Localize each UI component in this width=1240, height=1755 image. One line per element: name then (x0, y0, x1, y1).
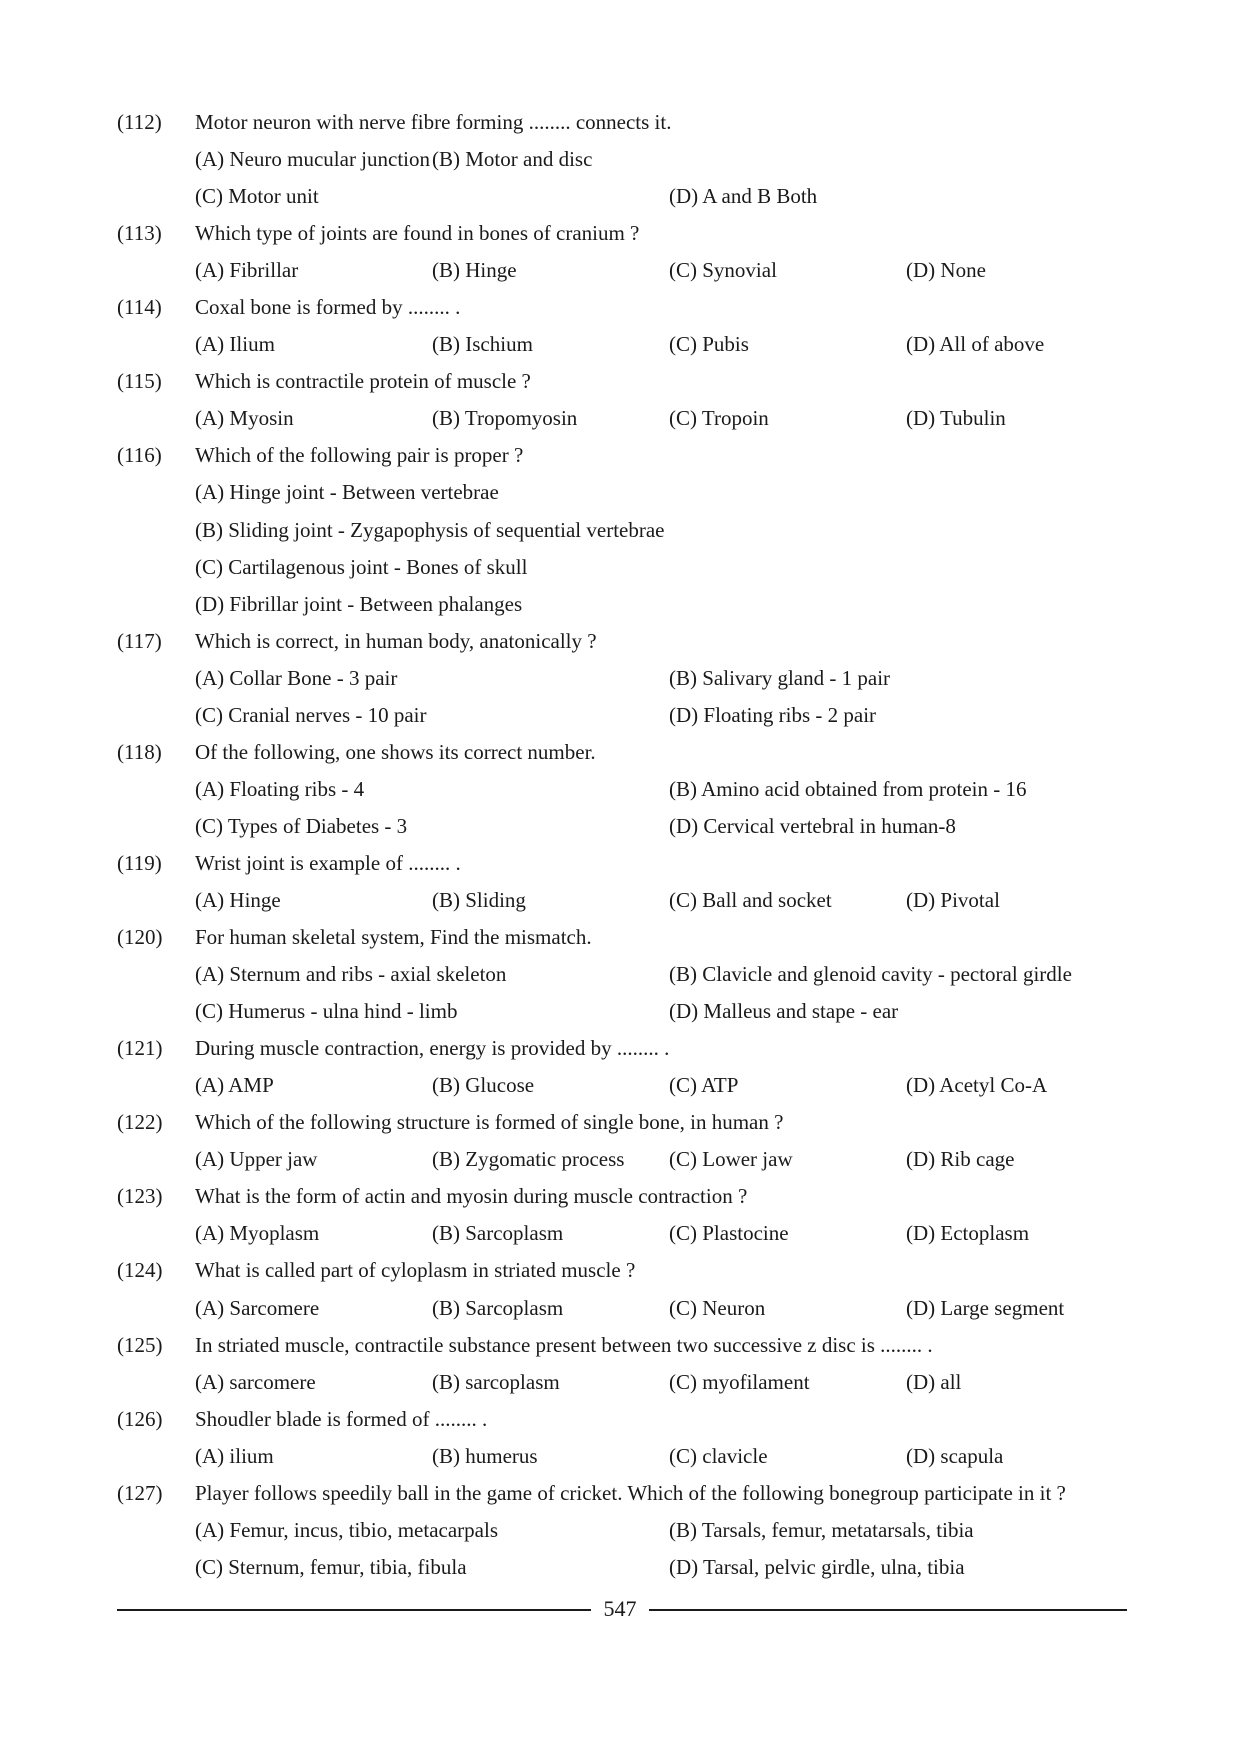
question-line (117, 623, 1127, 660)
question-line (117, 289, 1127, 326)
question-block (117, 1178, 1127, 1252)
answer-option: (A) sarcomere (195, 1369, 316, 1394)
answer-option: (C) ATP (669, 1073, 739, 1098)
answer-option: (A) Upper jaw (195, 1147, 318, 1172)
answer-option: (D) A and B Both (669, 184, 818, 209)
answer-option: (C) myofilament (669, 1369, 810, 1394)
question-block (117, 623, 1127, 734)
answer-option: (D) all (906, 1369, 962, 1394)
question-block (117, 1327, 1127, 1401)
question-text: Which is contractile protein of muscle ? (195, 369, 531, 394)
options-row (117, 512, 1127, 549)
answer-option: (D) Floating ribs - 2 pair (669, 702, 877, 727)
question-line (117, 1178, 1127, 1215)
question-line (117, 919, 1127, 956)
answer-option: (D) None (906, 258, 986, 283)
question-number: (122) (117, 1110, 163, 1135)
options-row (117, 882, 1127, 919)
question-block (117, 845, 1127, 919)
answer-option: (B) humerus (432, 1443, 538, 1468)
question-number: (125) (117, 1332, 163, 1357)
answer-option: (D) Tubulin (906, 406, 1006, 431)
answer-option: (A) Neuro mucular junction (195, 147, 431, 172)
options-row (117, 1067, 1127, 1104)
options-row (117, 1512, 1127, 1549)
question-line (117, 1252, 1127, 1289)
answer-option: (D) Cervical vertebral in human-8 (669, 813, 956, 838)
options-row (117, 771, 1127, 808)
question-text: Which type of joints are found in bones of cranium ? (195, 221, 640, 246)
question-number: (112) (117, 110, 162, 134)
options-row (117, 808, 1127, 845)
answer-option: (B) Tarsals, femur, metatarsals, tibia (669, 1517, 974, 1542)
question-text: What is the form of actin and myosin during muscle contraction ? (195, 1184, 748, 1209)
answer-option: (B) Sarcoplasm (432, 1221, 564, 1246)
footer-rule-right (649, 1609, 1127, 1611)
question-number: (126) (117, 1406, 163, 1431)
options-row (117, 1364, 1127, 1401)
question-line (117, 1104, 1127, 1141)
answer-option: (B) Sliding (432, 887, 526, 912)
answer-option: (A) Collar Bone - 3 pair (195, 665, 398, 690)
answer-option: (C) Humerus - ulna hind - limb (195, 999, 458, 1024)
answer-option: (D) Rib cage (906, 1147, 1015, 1172)
answer-option: (D) Large segment (906, 1295, 1065, 1320)
options-row (117, 326, 1127, 363)
options-row (117, 252, 1127, 289)
options-row (117, 697, 1127, 734)
question-number: (127) (117, 1480, 163, 1505)
question-number: (123) (117, 1184, 163, 1209)
answer-option: (A) Sarcomere (195, 1295, 320, 1320)
options-row (117, 956, 1127, 993)
answer-option: (C) Types of Diabetes - 3 (195, 813, 408, 838)
question-line (117, 1475, 1127, 1512)
options-row (117, 1290, 1127, 1327)
question-number: (120) (117, 925, 163, 950)
options-row (117, 1215, 1127, 1252)
answer-option: (B) Hinge (432, 258, 517, 283)
question-line (117, 363, 1127, 400)
question-block (117, 363, 1127, 437)
question-text: What is called part of cyloplasm in striated muscle ? (195, 1258, 636, 1283)
question-block (117, 734, 1127, 845)
question-line (117, 437, 1127, 474)
answer-option: (B) Salivary gland - 1 pair (669, 665, 891, 690)
question-number: (121) (117, 1036, 163, 1061)
question-line (117, 734, 1127, 771)
options-row (117, 549, 1127, 586)
question-number: (114) (117, 295, 162, 320)
question-number: (113) (117, 221, 162, 246)
options-row (117, 400, 1127, 437)
options-row (117, 141, 1127, 178)
answer-option: (B) Zygomatic process (432, 1147, 625, 1172)
question-text: Wrist joint is example of ........ . (195, 850, 461, 875)
answer-option: (B) Amino acid obtained from protein - 16 (669, 776, 1027, 801)
answer-option: (D) Fibrillar joint - Between phalanges (195, 591, 523, 616)
page-footer (117, 1589, 1127, 1629)
question-block (117, 1104, 1127, 1178)
answer-option: (D) Ectoplasm (906, 1221, 1030, 1246)
question-line (117, 845, 1127, 882)
answer-option: (B) Motor and disc (432, 147, 593, 172)
answer-option: (D) Acetyl Co-A (906, 1073, 1048, 1098)
answer-option: (A) Ilium (195, 332, 275, 357)
question-block (117, 104, 1127, 215)
answer-option: (C) Plastocine (669, 1221, 789, 1246)
question-text: Shoudler blade is formed of ........ . (195, 1406, 488, 1431)
question-text: During muscle contraction, energy is provided by ........ . (195, 1036, 670, 1061)
answer-option: (C) Lower jaw (669, 1147, 793, 1172)
options-row (117, 1141, 1127, 1178)
answer-option: (D) All of above (906, 332, 1045, 357)
answer-option: (C) Tropoin (669, 406, 769, 431)
answer-option: (A) Sternum and ribs - axial skeleton (195, 962, 507, 987)
answer-option: (D) Malleus and stape - ear (669, 999, 899, 1024)
footer-rule-left (117, 1609, 591, 1611)
question-text: Of the following, one shows its correct number. (195, 739, 596, 764)
question-text: In striated muscle, contractile substance present between two successive z disc is ........ . (195, 1332, 933, 1357)
answer-option: (C) Cartilagenous joint - Bones of skull (195, 554, 528, 579)
question-block (117, 215, 1127, 289)
answer-option: (B) Sarcoplasm (432, 1295, 564, 1320)
answer-option: (B) Glucose (432, 1073, 535, 1098)
options-row (117, 586, 1127, 623)
question-text: For human skeletal system, Find the mismatch. (195, 925, 592, 950)
answer-option: (A) Hinge joint - Between vertebrae (195, 480, 499, 505)
question-list (117, 104, 1127, 1586)
question-block (117, 1030, 1127, 1104)
answer-option: (B) Tropomyosin (432, 406, 578, 431)
question-block (117, 1475, 1127, 1586)
answer-option: (A) Myosin (195, 406, 294, 431)
answer-option: (A) Hinge (195, 887, 281, 912)
answer-option: (D) Pivotal (906, 887, 1000, 912)
question-text: Motor neuron with nerve fibre forming ........ connects it. (195, 110, 672, 134)
answer-option: (C) Ball and socket (669, 887, 832, 912)
answer-option: (A) Femur, incus, tibio, metacarpals (195, 1517, 498, 1542)
question-block (117, 1401, 1127, 1475)
question-text: Which of the following structure is formed of single bone, in human ? (195, 1110, 784, 1135)
question-line (117, 104, 1127, 141)
question-text: Coxal bone is formed by ........ . (195, 295, 461, 320)
options-row (117, 993, 1127, 1030)
question-text: Which is correct, in human body, anatonically ? (195, 628, 597, 653)
question-block (117, 1252, 1127, 1326)
answer-option: (A) Myoplasm (195, 1221, 320, 1246)
answer-option: (C) Neuron (669, 1295, 766, 1320)
answer-option: (C) Synovial (669, 258, 777, 283)
answer-option: (B) sarcoplasm (432, 1369, 560, 1394)
answer-option: (A) ilium (195, 1443, 274, 1468)
options-row (117, 1549, 1127, 1586)
question-line (117, 1030, 1127, 1067)
options-row (117, 1438, 1127, 1475)
question-line (117, 215, 1127, 252)
page-number: 547 (603, 1596, 637, 1621)
question-number: (119) (117, 850, 162, 875)
question-number: (117) (117, 628, 162, 653)
question-number: (118) (117, 739, 162, 764)
question-block (117, 289, 1127, 363)
question-block (117, 437, 1127, 622)
options-row (117, 178, 1127, 215)
answer-option: (B) Clavicle and glenoid cavity - pectoral girdle (669, 962, 1072, 987)
options-row (117, 660, 1127, 697)
answer-option: (D) scapula (906, 1443, 1004, 1468)
answer-option: (C) Sternum, femur, tibia, fibula (195, 1554, 467, 1579)
question-text: Player follows speedily ball in the game of cricket. Which of the following bonegroup participate in it ? (195, 1480, 1066, 1505)
answer-option: (C) clavicle (669, 1443, 768, 1468)
question-number: (115) (117, 369, 162, 394)
answer-option: (C) Pubis (669, 332, 749, 357)
question-line (117, 1327, 1127, 1364)
answer-option: (D) Tarsal, pelvic girdle, ulna, tibia (669, 1554, 965, 1579)
answer-option: (B) Sliding joint - Zygapophysis of sequential vertebrae (195, 517, 665, 542)
answer-option: (A) Floating ribs - 4 (195, 776, 365, 801)
answer-option: (C) Cranial nerves - 10 pair (195, 702, 427, 727)
question-number: (124) (117, 1258, 163, 1283)
answer-option: (C) Motor unit (195, 184, 319, 209)
options-row (117, 474, 1127, 511)
question-number: (116) (117, 443, 162, 468)
question-text: Which of the following pair is proper ? (195, 443, 524, 468)
answer-option: (B) Ischium (432, 332, 533, 357)
answer-option: (A) AMP (195, 1073, 274, 1098)
question-line (117, 1401, 1127, 1438)
answer-option: (A) Fibrillar (195, 258, 299, 283)
question-block (117, 919, 1127, 1030)
